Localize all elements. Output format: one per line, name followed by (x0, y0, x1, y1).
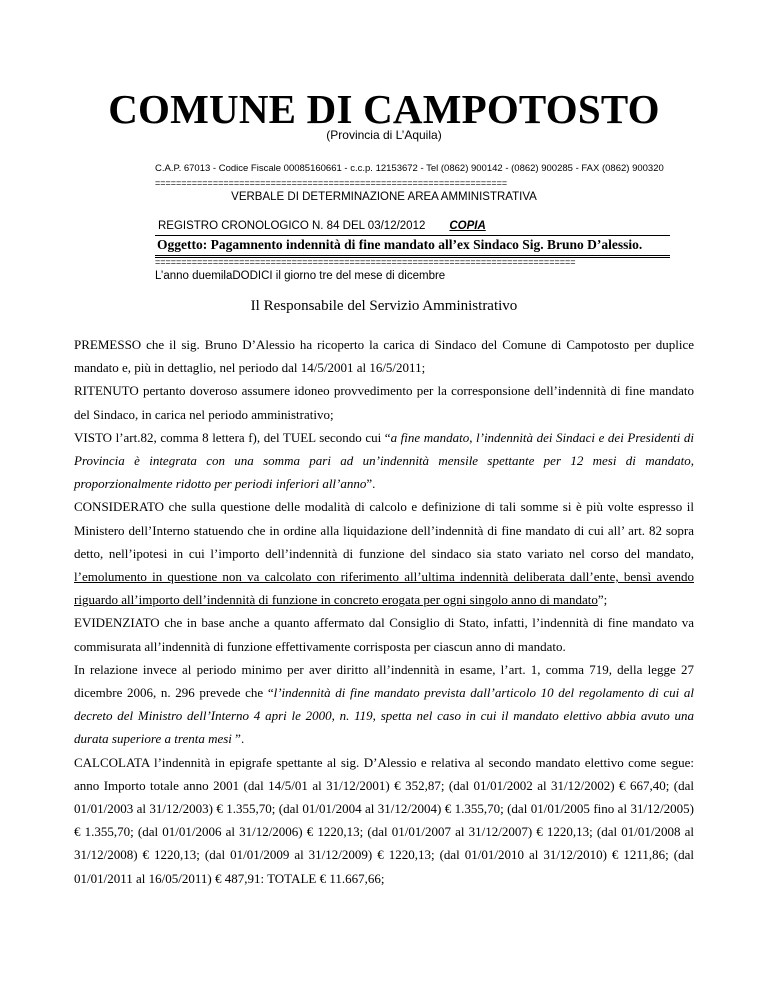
relazione-quote: l’indennità di fine mandato prevista dall’articolo 10 del regolamento di cui al decreto del Ministro dell’Interno 4 apri le 2000, n. 119, spetta nel caso in cui il mandato elettivo abbia avuto una durata superiore a trenta mesi (74, 685, 695, 747)
paragraph-relazione (74, 658, 694, 751)
relazione-close: ”. (231, 731, 245, 747)
visto-close: ”. (366, 476, 376, 492)
register-line (158, 220, 486, 232)
paragraph-visto (74, 426, 694, 496)
paragraph-premesso: PREMESSO che il sig. Bruno D’Alessio ha ricoperto la carica di Sindaco del Comune di Campotosto per duplice mandato e, più in dettaglio, nel periodo dal 14/5/2001 al 16/5/2011; (74, 337, 694, 376)
copy-label: COPIA (449, 220, 486, 232)
register-number: REGISTRO CRONOLOGICO N. 84 DEL 03/12/2012 (158, 220, 426, 232)
paragraph-ritenuto: RITENUTO pertanto doveroso assumere idoneo provvedimento per la corresponsione dell’indennità di fine mandato del Sindaco, in carica nel periodo amministrativo; (74, 383, 694, 422)
considerato-underlined: l’emolumento in questione non va calcolato con riferimento all’ultima indennità deliberata dall’ente, bensì avendo riguardo all’importo dell’indennità di funzione in concreto erogata per ogni singolo anno di mandato (74, 569, 694, 608)
municipality-title: COMUNE DI CAMPOTOSTO (108, 86, 660, 132)
province-subtitle: (Provincia di L’Aquila) (326, 128, 442, 142)
document-body (74, 333, 694, 890)
document-type: VERBALE DI DETERMINAZIONE AREA AMMINISTRATIVA (231, 191, 537, 203)
paragraph-calcolata: CALCOLATA l’indennità in epigrafe spettante al sig. D’Alessio e relativa al secondo mandato elettivo come segue: anno Importo totale anno 2001 (dal 14/5/01 al 31/12/2001) € 352,87; (dal 01/01/2002 al 31/12/2002) € 667,40; (dal 01/01/2003 al 31/12/2003) € 1.355,70; (dal 01/01/2004 al 31/12/2004) € 1.355,70; (dal 01/01/2005 fino al 31/12/2005) € 1.355,70; (dal 01/01/2006 al 31/12/2006) € 1220,13; (dal 01/01/2007 al 31/12/2007) € 1220,13; (dal 01/01/2008 al 31/12/2008) € 1220,13; (dal 01/01/2009 al 31/12/2009) € 1220,13; (dal 01/01/2010 al 31/12/2010) € 1211,86; (dal 01/01/2011 al 16/05/2011) € 487,91: TOTALE € 11.667,66; (74, 754, 694, 886)
visto-intro: VISTO l’art.82, comma 8 lettera f), del TUEL secondo cui “ (74, 429, 391, 445)
contact-details: C.A.P. 67013 - Codice Fiscale 00085160661 - c.c.p. 12153672 - Tel (0862) 900142 - (0862) 900285 - FAX (0862) 900320 (155, 163, 664, 174)
section-heading: Il Responsabile del Servizio Amministrativo (250, 298, 518, 314)
subject-box (155, 235, 670, 258)
separator-line-2: ================================================================================ (155, 257, 576, 267)
date-line: L’anno duemilaDODICI il giorno tre del mese di dicembre (155, 270, 446, 282)
paragraph-considerato (74, 495, 694, 611)
paragraph-evidenziato: EVIDENZIATO che in base anche a quanto affermato dal Consiglio di Stato, infatti, l’indennità di fine mandato va commisurata all’indennità di funzione effettivamente corrisposta per ciascun anno di mandato. (74, 615, 694, 654)
subject-text: Oggetto: Pagamnento indennità di fine mandato all’ex Sindaco Sig. Bruno D’alessio. (157, 237, 643, 252)
separator-line: =================================================================== (155, 178, 508, 188)
considerato-close: ”; (597, 592, 608, 608)
relazione-intro: In relazione invece al periodo minimo per aver diritto all’indennità in esame, l’art. 1, comma 719, della legge 27 dicembre 2006, n. 296 prevede che “ (74, 661, 694, 701)
considerato-intro: CONSIDERATO che sulla questione delle modalità di calcolo e definizione di tali somme si è più volte espresso il Ministero dell’Interno statuendo che in ordine alla liquidazione dell’indennità di fine mandato di cui all’ art. 82 sopra detto, nell’ipotesi in cui l’importo dell’indennità di funzione del sindaco sia stato variato nel corso del mandato, (74, 499, 694, 561)
visto-quote: a fine mandato, l’indennità dei Sindaci e dei Presidenti di Provincia è integrata con una somma pari ad un’indennità mensile spettante per 12 mesi di mandato, proporzionalmente ridotto per periodi inferiori all’anno (74, 429, 694, 492)
